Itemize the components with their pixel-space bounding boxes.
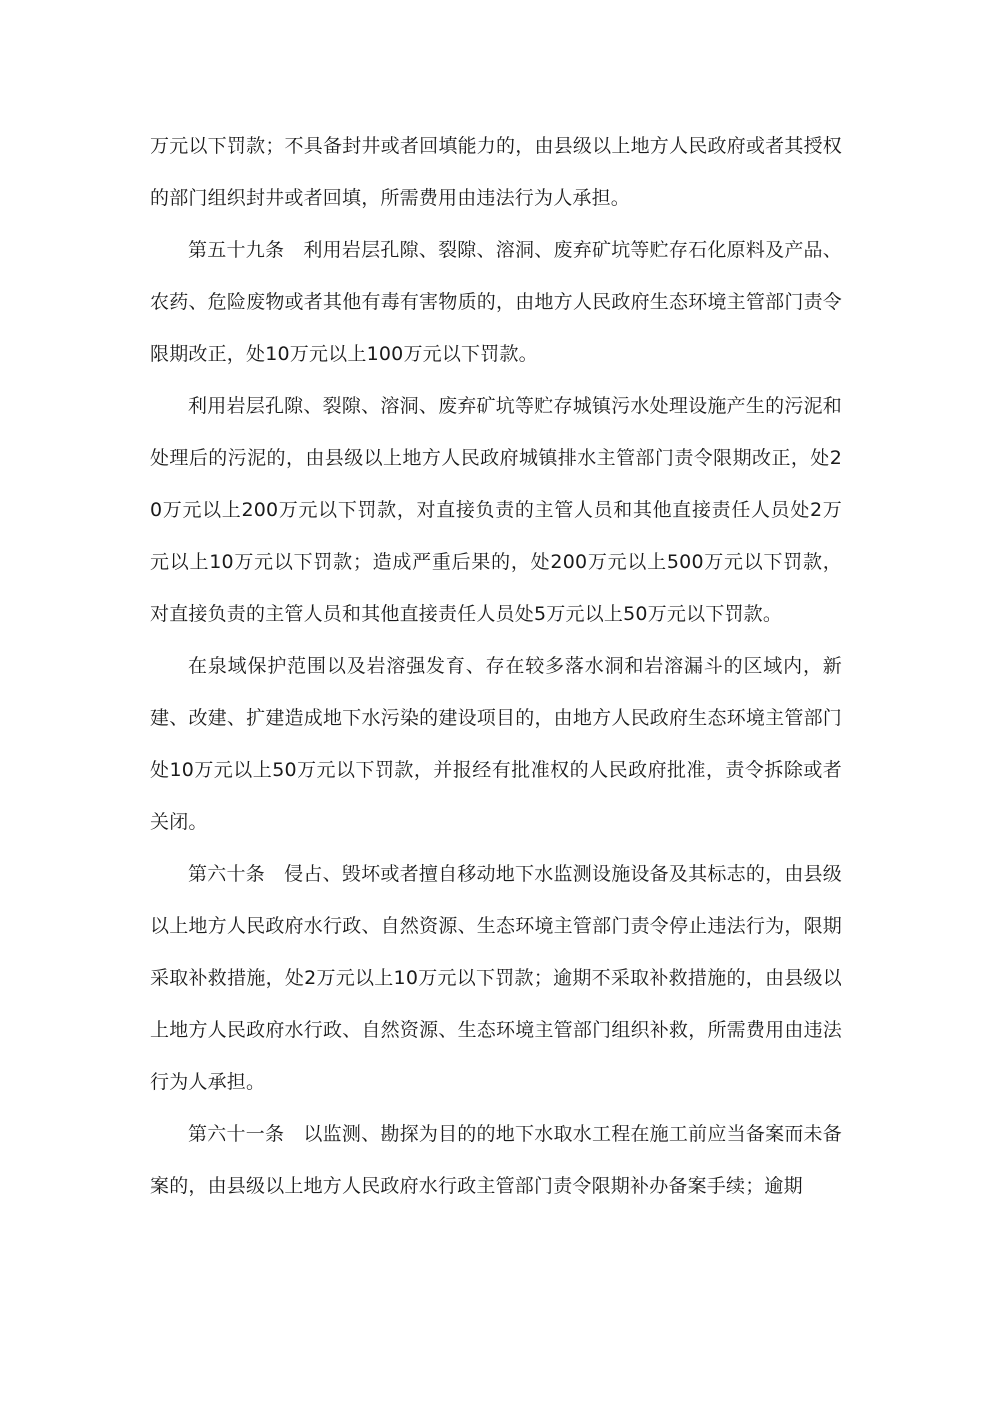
paragraph-article-61: 第六十一条 以监测、勘探为目的的地下水取水工程在施工前应当备案而未备案的，由县级以上地方人民政府水行政主管部门责令限期补办备案手续；逾期 [150,1123,842,1197]
paragraph-4: 在泉域保护范围以及岩溶强发育、存在较多落水洞和岩溶漏斗的区域内，新建、改建、扩建造成地下水污染的建设项目的，由地方人民政府生态环境主管部门处10万元以上50万元以下罚款，并报经有批准权的人民政府批准，责令拆除或者关闭。 [150,655,842,833]
paragraph-1: 万元以下罚款；不具备封井或者回填能力的，由县级以上地方人民政府或者其授权的部门组织封井或者回填，所需费用由违法行为人承担。 [150,135,842,209]
document-page [150,120,842,1212]
paragraph-article-59: 第五十九条 利用岩层孔隙、裂隙、溶洞、废弃矿坑等贮存石化原料及产品、农药、危险废物或者其他有毒有害物质的，由地方人民政府生态环境主管部门责令限期改正，处10万元以上100万元以下罚款。 [150,239,842,365]
paragraph-article-60: 第六十条 侵占、毁坏或者擅自移动地下水监测设施设备及其标志的，由县级以上地方人民政府水行政、自然资源、生态环境主管部门责令停止违法行为，限期采取补救措施，处2万元以上10万元以下罚款；逾期不采取补救措施的，由县级以上地方人民政府水行政、自然资源、生态环境主管部门组织补救，所需费用由违法行为人承担。 [150,863,842,1093]
paragraph-3: 利用岩层孔隙、裂隙、溶洞、废弃矿坑等贮存城镇污水处理设施产生的污泥和处理后的污泥的，由县级以上地方人民政府城镇排水主管部门责令限期改正，处20万元以上200万元以下罚款，对直接负责的主管人员和其他直接责任人员处2万元以上10万元以下罚款；造成严重后果的，处200万元以上500万元以下罚款，对直接负责的主管人员和其他直接责任人员处5万元以上50万元以下罚款。 [150,395,842,625]
